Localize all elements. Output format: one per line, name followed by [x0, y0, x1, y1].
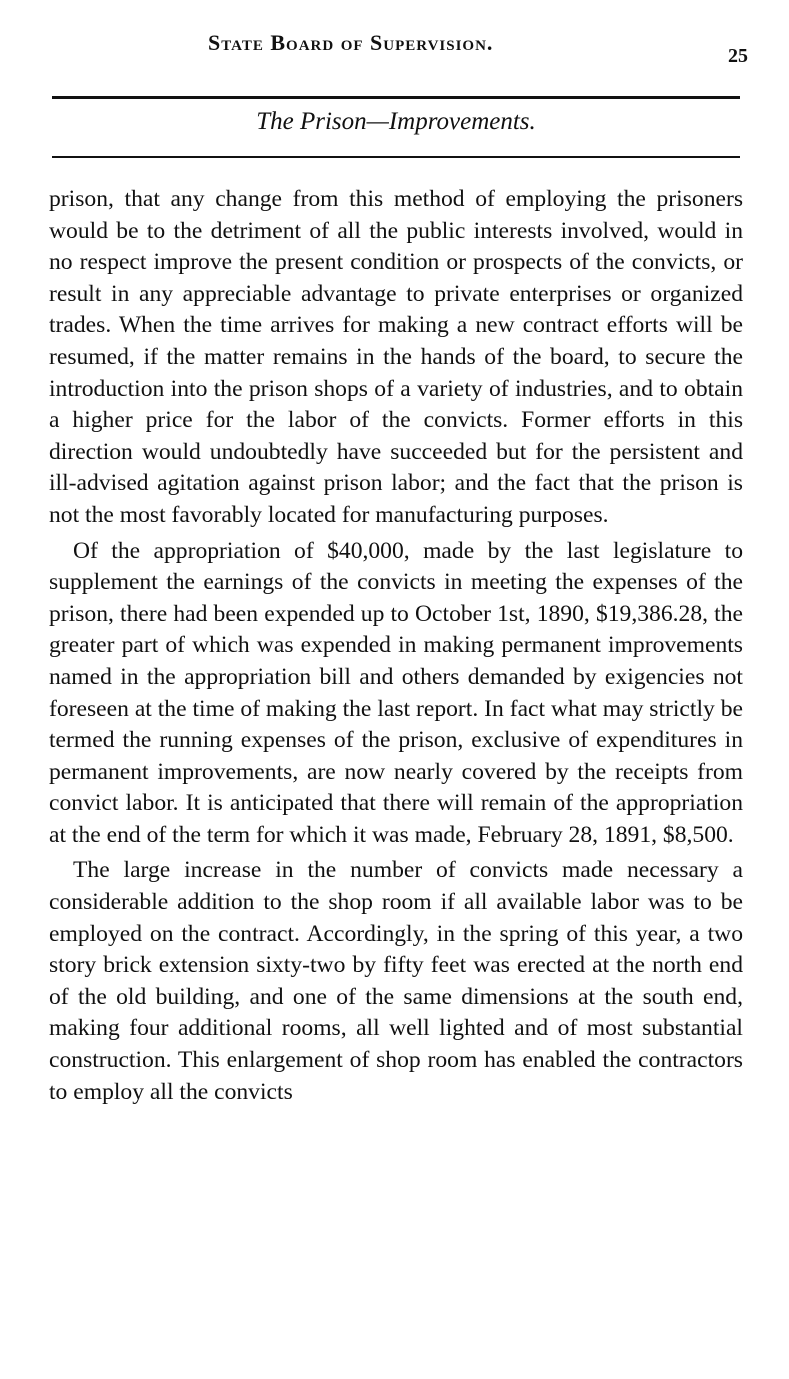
running-head	[48, 30, 748, 66]
section-title: The Prison—Improvements.	[256, 108, 536, 135]
page-number: 25	[728, 45, 748, 67]
body-text	[49, 184, 743, 1108]
top-rule	[52, 96, 740, 99]
paragraph-continuation: prison, that any change from this method of employing the prisoners would be to the detriment of all the public interests involved, would in no respect improve the present condition or prospects of the convicts, or result in any appreciable advantage to private enterprises or organized trades. When the time arrives for making a new contract efforts will be resumed, if the matter remains in the hands of the board, to secure the introduction into the prison shops of a variety of industries, and to obtain a higher price for the labor of the convicts. Former efforts in this direction would undoubtedly have succeeded but for the persistent and ill-advised agitation against prison labor; and the fact that the prison is not the most favorably located for manufacturing purposes.	[49, 186, 743, 528]
bottom-rule	[52, 156, 740, 158]
paragraph-shop-extension: The large increase in the number of convicts made necessary a considerable addition to the shop room if all available labor was to be employed on the contract. Accordingly, in the spring of this year, a two story brick extension sixty-two by fifty feet was erected at the north end of the old building, and one of the same dimensions at the south end, making four additional rooms, all well lighted and of most substantial construction. This enlargement of shop room has enabled the contractors to employ all the convicts	[49, 857, 743, 1105]
running-title: State Board of Supervision.	[208, 30, 494, 55]
paragraph-appropriation: Of the appropriation of $40,000, made by the last legislature to supplement the earnings of the convicts in meeting the expenses of the prison, there had been expended up to October 1st, 1890, $19,386.28, the greater part of which was expended in making permanent improvements named in the appropriation bill and others demanded by exigencies not foreseen at the time of making the last report. In fact what may strictly be termed the running expenses of the prison, exclusive of expenditures in permanent improvements, are now nearly covered by the receipts from convict labor. It is anticipated that there will remain of the appropriation at the end of the term for which it was made, February 28, 1891, $8,500.	[49, 537, 743, 848]
